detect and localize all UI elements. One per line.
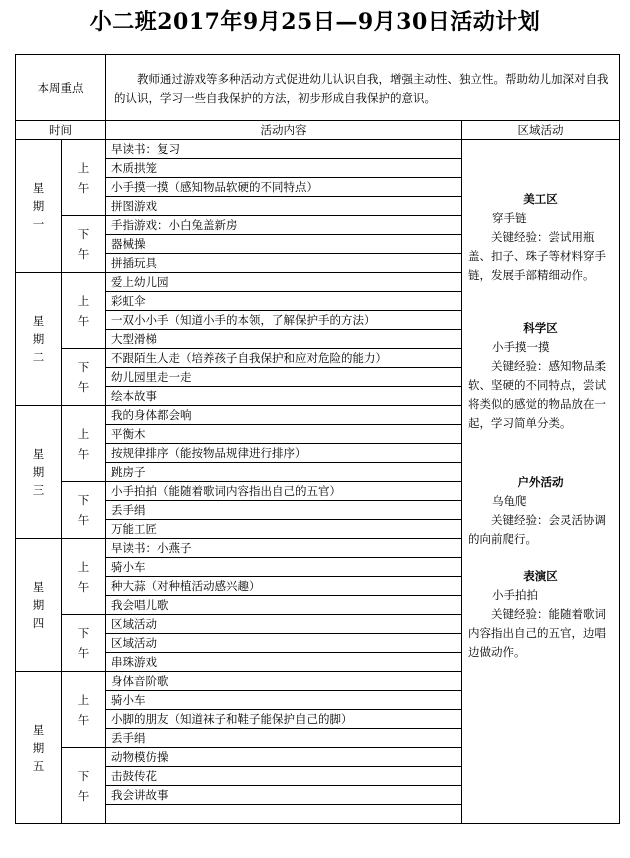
day-label: 星期二 [32,314,45,364]
morning-label [62,273,106,349]
morning-text: 上午 [77,426,90,461]
morning-text: 上午 [77,559,90,594]
activity-item: 串珠游戏 [106,653,462,672]
activity-item: 绘本故事 [106,387,462,406]
activity-item: 按规律排序（能按物品规律进行排序） [106,444,462,463]
activity-item: 早读书：小燕子 [106,539,462,558]
area-desc: 关键经验：会灵活协调的向前爬行。 [468,513,606,546]
page-title: 小二班2017年9月25日—9月30日活动计划 [89,9,541,35]
area-block-performance [468,567,613,662]
morning-text: 上午 [77,293,90,328]
day-label: 星期四 [32,580,45,630]
day-monday [16,140,62,273]
afternoon-label [62,615,106,672]
activity-item: 我会唱儿歌 [106,596,462,615]
morning-label [62,672,106,748]
activity-item: 动物模仿操 [106,748,462,767]
afternoon-text: 下午 [77,360,90,394]
area-activities-panel [462,140,620,824]
area-desc: 关键经验：尝试用瓶盖、扣子、珠子等材料穿手链，发展手部精细动作。 [468,230,606,282]
area-item: 穿手链 [492,211,527,225]
morning-label [62,140,106,216]
activity-item: 小脚的朋友（知道袜子和鞋子能保护自己的脚） [106,710,462,729]
day-label: 星期一 [32,181,45,231]
morning-text: 上午 [77,692,90,727]
activity-item: 早读书：复习 [106,140,462,159]
morning-text: 上午 [77,160,90,195]
afternoon-label [62,216,106,273]
activity-item: 区域活动 [106,615,462,634]
activity-item: 我的身体都会响 [106,406,462,425]
area-desc: 关键经验：能随着歌词内容指出自己的五官，边唱边做动作。 [468,607,606,659]
day-wednesday [16,406,62,539]
afternoon-text: 下午 [77,626,90,660]
activity-item: 跳房子 [106,463,462,482]
area-header: 区域活动 [462,121,620,140]
activity-item: 丢手绢 [106,501,462,520]
day-tuesday [16,273,62,406]
content-header: 活动内容 [106,121,462,140]
morning-label [62,539,106,615]
afternoon-label [62,748,106,824]
time-header: 时间 [16,121,106,140]
day-thursday [16,539,62,672]
activity-item: 不跟陌生人走（培养孩子自我保护和应对危险的能力） [106,349,462,368]
activity-plan-table [15,54,620,824]
activity-item: 击鼓传花 [106,767,462,786]
afternoon-label [62,349,106,406]
activity-item [106,805,462,824]
activity-item: 我会讲故事 [106,786,462,805]
area-item: 小手摸一摸 [492,340,550,354]
activity-item: 万能工匠 [106,520,462,539]
area-title: 户外活动 [517,475,564,489]
activity-item: 拼图游戏 [106,197,462,216]
activity-item: 小手摸一摸（感知物品软硬的不同特点） [106,178,462,197]
morning-label [62,406,106,482]
area-block-outdoor [468,473,613,549]
area-title: 表演区 [523,569,558,583]
day-friday [16,672,62,824]
area-item: 乌龟爬 [492,494,527,508]
weekly-focus-label: 本周重点 [16,55,106,121]
weekly-focus-text: 教师通过游戏等多种活动方式促进幼儿认识自我，增强主动性、独立性。帮助幼儿加深对自我的认识，学习一些自我保护的方法，初步形成自我保护的意识。 [106,55,620,121]
afternoon-label [62,482,106,539]
activity-item: 丢手绢 [106,729,462,748]
area-block-art [468,190,613,285]
activity-item: 小手拍拍（能随着歌词内容指出自己的五官） [106,482,462,501]
activity-item: 区域活动 [106,634,462,653]
afternoon-text: 下午 [77,493,90,527]
activity-item: 爱上幼儿园 [106,273,462,292]
activity-item: 一双小小手（知道小手的本领，了解保护手的方法） [106,311,462,330]
activity-item: 彩虹伞 [106,292,462,311]
activity-item: 木质拱笼 [106,159,462,178]
activity-item: 手指游戏：小白兔盖新房 [106,216,462,235]
activity-item: 种大蒜（对种植活动感兴趣） [106,577,462,596]
activity-item: 身体音阶歌 [106,672,462,691]
area-desc: 关键经验：感知物品柔软、坚硬的不同特点，尝试将类似的感觉的物品放在一起，学习简单分类。 [468,359,606,430]
activity-item: 骑小车 [106,558,462,577]
area-title: 美工区 [523,192,558,206]
afternoon-text: 下午 [77,768,90,803]
activity-item: 骑小车 [106,691,462,710]
area-block-science [468,319,613,433]
activity-item: 拼插玩具 [106,254,462,273]
activity-item: 平衡木 [106,425,462,444]
afternoon-text: 下午 [77,227,90,261]
area-title: 科学区 [523,321,558,335]
activity-item: 器械操 [106,235,462,254]
day-label: 星期五 [32,722,45,773]
activity-item: 大型滑梯 [106,330,462,349]
activity-item: 幼儿园里走一走 [106,368,462,387]
day-label: 星期三 [32,447,45,497]
area-item: 小手拍拍 [492,588,538,602]
